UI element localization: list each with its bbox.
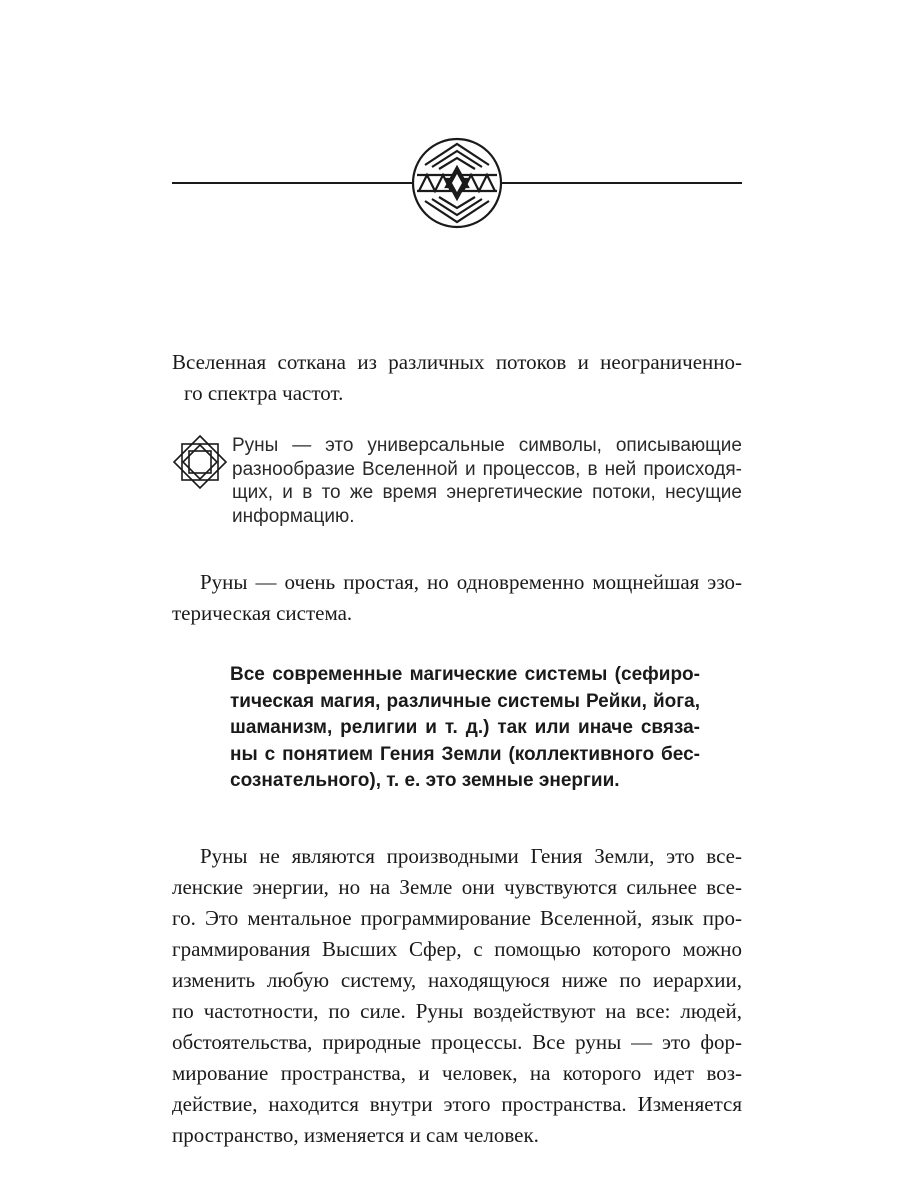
text-line: обстоятельства, природные процессы. Все руны — это фор-: [172, 1030, 742, 1054]
main-paragraph: [172, 841, 742, 1151]
text-line: Вселенная соткана из различных потоков и неограниченно-: [172, 350, 742, 374]
text-line: разнообразие Вселенной и процессов, в ней происходя-: [232, 458, 742, 480]
header-rule-left: [172, 182, 412, 184]
text-line: терическая система.: [172, 601, 353, 625]
chapter-header-ornament: [172, 137, 742, 229]
note-text: [232, 434, 742, 528]
text-line: мирование пространства, и человек, на которого идет воз-: [172, 1061, 742, 1085]
text-line: по частотности, по силе. Руны воздействуют на все: людей,: [172, 999, 742, 1023]
text-line: го спектра частот.: [184, 381, 344, 405]
text-line: шаманизм, религии и т. д.) так или иначе связа-: [230, 717, 700, 739]
text-line: изменить любую систему, находящуюся ниже по иерархии,: [172, 968, 742, 992]
text-line: действие, находится внутри этого пространства. Изменяется: [172, 1092, 742, 1116]
intro-paragraph: [172, 347, 742, 409]
text-line: граммирования Высших Сфер, с помощью которого можно: [172, 937, 742, 961]
text-line: го. Это ментальное программирование Вселенной, язык про-: [172, 906, 742, 930]
header-rule-right: [502, 182, 742, 184]
text-line: сознательного), т. е. это земные энергии.: [230, 770, 620, 792]
star-of-david-emblem-icon: [411, 137, 503, 229]
text-line: Все современные магические системы (сефиро-: [230, 664, 700, 685]
text-line: тическая магия, различные системы Рейки, йога,: [230, 690, 700, 712]
text-line: информацию.: [232, 505, 355, 527]
text-line: Руны — очень простая, но одновременно мощнейшая эзо-: [200, 570, 742, 594]
callout-box: [230, 662, 700, 795]
text-line: Руны не являются производными Гения Земли, это все-: [200, 844, 742, 868]
text-line: пространство, изменяется и сам человек.: [172, 1123, 539, 1147]
text-line: щих, и в то же время энергетические потоки, несущие: [232, 482, 742, 503]
octagram-square-icon: [172, 434, 228, 490]
systems-paragraph: [172, 567, 742, 629]
text-line: ны с понятием Гения Земли (коллективного бес-: [230, 743, 700, 765]
text-line: Руны — это универсальные символы, описывающие: [232, 435, 742, 456]
text-line: ленские энергии, но на Земле они чувствуются сильнее все-: [172, 875, 742, 899]
